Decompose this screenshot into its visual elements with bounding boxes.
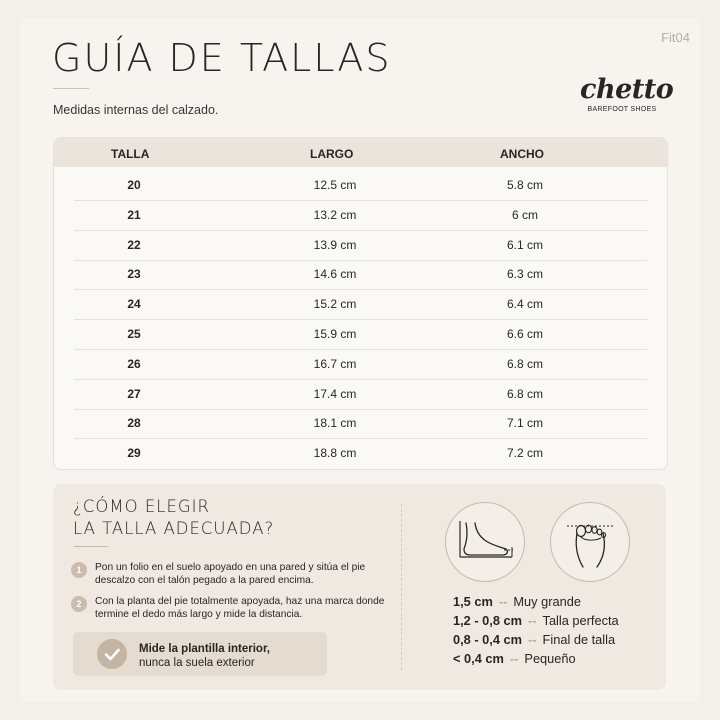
table-cell-length: 15.9 cm	[313, 327, 357, 341]
legend-row-1	[453, 594, 581, 609]
table-cell-width: 6.4 cm	[506, 297, 544, 312]
legend-dash: --	[498, 594, 508, 609]
table-cell-width: 5.8 cm	[506, 178, 544, 192]
table-cell-size: 21	[127, 207, 141, 222]
table-cell-length: 13.2 cm	[313, 207, 357, 222]
table-cell-length: 18.8 cm	[313, 446, 357, 461]
page-subtitle: Medidas internas del calzado.	[53, 103, 219, 117]
legend-value: 1,2 - 0,8 cm	[453, 613, 523, 628]
how-to-title	[73, 496, 274, 540]
table-cell-size: 24	[127, 297, 141, 312]
table-cell-size: 29	[127, 446, 141, 461]
column-header-talla: TALLA	[111, 147, 150, 161]
table-cell-length: 16.7 cm	[313, 356, 357, 371]
legend-label: Talla perfecta	[542, 613, 619, 628]
check-icon	[97, 639, 127, 669]
column-header-ancho: ANCHO	[500, 147, 544, 161]
step-number: 2	[71, 596, 87, 612]
logo-tagline: BAREFOOT SHOES	[587, 106, 657, 113]
table-cell-width: 7.2 cm	[506, 446, 544, 461]
document-code: Fit04	[661, 30, 690, 45]
table-cell-size: 26	[127, 356, 141, 371]
table-cell-size: 27	[127, 386, 141, 401]
legend-value: < 0,4 cm	[453, 651, 504, 666]
table-header	[54, 138, 667, 167]
tip-bold-text: Mide la plantilla interior,	[139, 643, 270, 655]
table-cell-width: 6.1 cm	[506, 237, 544, 252]
foot-side-icon	[445, 502, 525, 582]
table-row	[74, 408, 647, 439]
legend-row-2	[453, 613, 619, 628]
how-to-title-line2: LA TALLA ADECUADA?	[73, 519, 275, 538]
legend-row-4	[453, 651, 576, 666]
table-cell-length: 13.9 cm	[313, 237, 357, 252]
legend-label: Muy grande	[513, 594, 581, 609]
step-text: Con la planta del pie totalmente apoyada, haz una marca donde termine el dedo más largo y mide la distancia.	[95, 596, 385, 620]
table-row	[74, 259, 647, 290]
legend-value: 1,5 cm	[453, 594, 493, 609]
legend-dash: --	[528, 632, 537, 647]
table-cell-length: 14.6 cm	[313, 267, 357, 282]
table-cell-length: 17.4 cm	[313, 386, 357, 401]
table-cell-width: 6.3 cm	[506, 267, 544, 282]
table-cell-size: 23	[127, 267, 141, 282]
how-to-underline	[74, 546, 108, 547]
step-number: 1	[71, 562, 87, 578]
tip-normal-text: nunca la suela exterior	[139, 657, 255, 669]
table-row	[74, 230, 647, 261]
table-cell-size: 28	[127, 416, 141, 431]
table-cell-width: 6.6 cm	[506, 327, 544, 341]
table-cell-width: 6.8 cm	[506, 356, 544, 371]
table-row	[74, 319, 647, 350]
column-header-largo: LARGO	[310, 147, 354, 161]
size-table	[53, 137, 668, 470]
how-to-title-line1: ¿CÓMO ELEGIR	[73, 497, 210, 516]
table-cell-size: 20	[127, 178, 141, 192]
legend-label: Pequeño	[524, 651, 576, 666]
title-underline	[53, 88, 89, 89]
foot-top-icon	[550, 502, 630, 582]
table-cell-length: 18.1 cm	[313, 416, 357, 431]
legend-dash: --	[509, 651, 519, 666]
table-cell-width: 7.1 cm	[506, 416, 544, 431]
table-cell-width: 6.8 cm	[506, 386, 544, 401]
table-row	[74, 170, 647, 201]
legend-value: 0,8 - 0,4 cm	[453, 632, 523, 647]
table-row	[74, 379, 647, 410]
table-row	[74, 349, 647, 380]
panel-divider	[401, 504, 402, 670]
step-text: Pon un folio en el suelo apoyado en una pared y sitúa el pie descalzo con el talón pegado a la pared encima.	[95, 562, 366, 586]
legend-dash: --	[528, 613, 537, 628]
tip-box	[73, 632, 327, 676]
table-row	[74, 200, 647, 231]
brand-logo	[580, 74, 674, 113]
table-row	[74, 438, 647, 468]
table-row	[74, 289, 647, 320]
logo-wordmark: chetto	[580, 74, 674, 105]
table-cell-size: 25	[127, 327, 141, 341]
table-cell-width: 6 cm	[511, 207, 539, 222]
how-to-panel	[53, 484, 666, 690]
table-cell-size: 22	[127, 237, 141, 252]
legend-row-3	[453, 632, 615, 647]
table-cell-length: 12.5 cm	[313, 178, 357, 192]
legend-label: Final de talla	[542, 632, 616, 647]
page-title: GUÍA DE TALLAS	[52, 36, 392, 80]
table-cell-length: 15.2 cm	[313, 297, 357, 312]
